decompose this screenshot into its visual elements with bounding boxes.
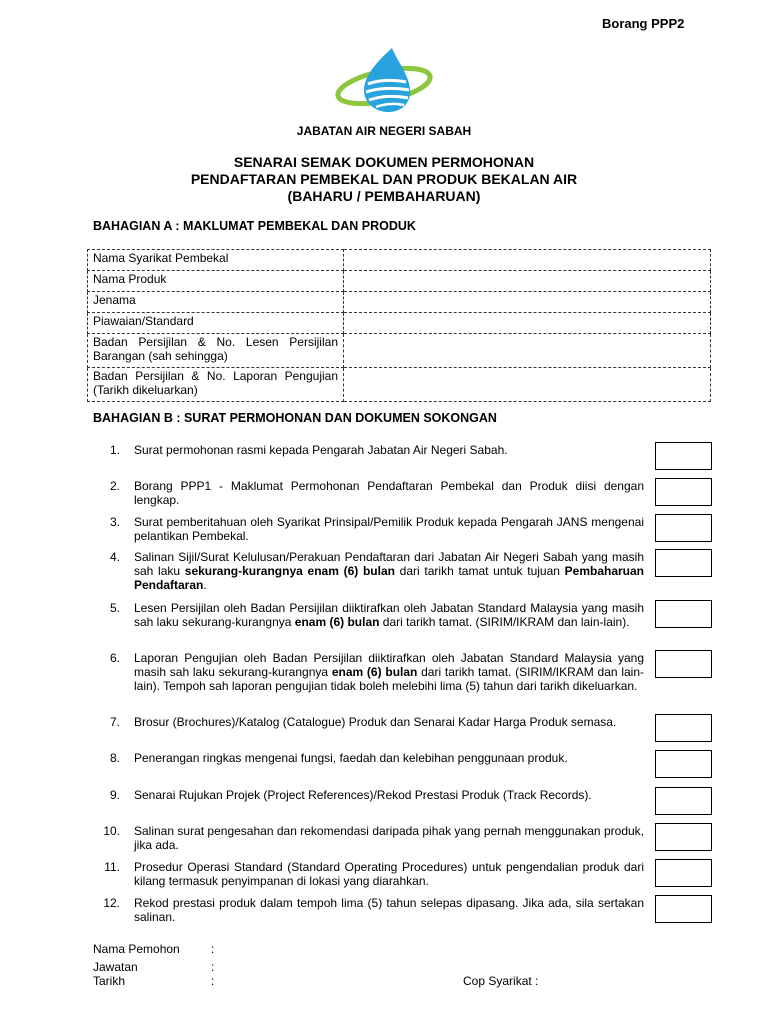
checklist-checkbox[interactable]: [655, 859, 712, 887]
checklist-checkbox[interactable]: [655, 895, 712, 923]
checklist-checkbox[interactable]: [655, 600, 712, 628]
item-text-part: Prosedur Operasi Standard (Standard Operating Procedures) untuk pengendalian produk dari kilang termasuk penyimpanan di lokasi yang diarahkan.: [134, 860, 644, 888]
item-text-part: Lesen Persijilan oleh Badan Persijilan diiktirafkan oleh Jabatan Standard Malaysia yang masih sah laku sekurang-kurangnya: [134, 601, 644, 629]
item-text: [134, 550, 644, 592]
table-row: [88, 271, 711, 292]
item-number: 6.: [109, 651, 120, 665]
field-label: Badan Persijilan & No. Lesen Persijilan Barangan (sah sehingga): [88, 334, 344, 368]
item-text: [134, 515, 644, 543]
table-row: [88, 368, 711, 402]
item-text: [134, 651, 644, 693]
item-text-part: dari tarikh tamat untuk tujuan: [394, 564, 565, 578]
checklist-checkbox[interactable]: [655, 442, 712, 470]
item-number: 9.: [109, 788, 120, 802]
checklist-checkbox[interactable]: [655, 823, 712, 851]
field-label: Nama Syarikat Pembekal: [88, 250, 344, 271]
item-number: 12.: [103, 896, 120, 910]
item-text-part: Rekod prestasi produk dalam tempoh lima (5) tahun selepas dipasang. Jika ada, sila sertakan salinan.: [134, 896, 644, 924]
item-number: 11.: [104, 860, 120, 874]
item-text: [134, 601, 644, 629]
supplier-info-table: [87, 249, 711, 402]
form-code: Borang PPP2: [602, 16, 685, 31]
company-stamp-label: Cop Syarikat :: [463, 974, 539, 988]
item-text-part: Surat permohonan rasmi kepada Pengarah Jabatan Air Negeri Sabah.: [134, 443, 508, 457]
item-text: [134, 479, 644, 507]
table-row: [88, 334, 711, 368]
item-text-part: Salinan Sijil/Surat Kelulusan/Perakuan Pendaftaran dari Jabatan Air Negeri Sabah yang masih sah laku: [134, 550, 644, 578]
title-line-3: (BAHARU / PEMBAHARUAN): [287, 188, 481, 204]
item-number: 5.: [109, 601, 120, 615]
item-text-part: Surat pemberitahuan oleh Syarikat Prinsipal/Pemilik Produk kepada Pengarah JANS mengenai pelantikan Pembekal.: [134, 515, 644, 543]
item-number: 10.: [103, 824, 120, 838]
field-value[interactable]: [344, 292, 711, 313]
item-number: 1.: [109, 443, 120, 457]
checklist-checkbox[interactable]: [655, 750, 712, 778]
colon: :: [211, 974, 215, 988]
checklist-checkbox[interactable]: [655, 478, 712, 506]
checklist-checkbox[interactable]: [655, 714, 712, 742]
item-text-part: dari tarikh tamat. (SIRIM/IKRAM dan lain-lain). Tempoh sah laporan pengujian tidak boleh melebihi lima (5) tahun dari tarikh dikeluarkan.: [134, 665, 645, 693]
table-row: [88, 250, 711, 271]
department-name: JABATAN AIR NEGERI SABAH: [296, 124, 472, 138]
colon: :: [211, 960, 215, 974]
item-number: 2.: [109, 479, 120, 493]
item-text: [134, 824, 644, 852]
table-row: [88, 313, 711, 334]
item-text-emphasis: enam (6) bulan: [331, 665, 418, 679]
item-text-part: Salinan surat pengesahan dan rekomendasi daripada pihak yang pernah menggunakan produk, jika ada.: [134, 824, 644, 852]
field-value[interactable]: [344, 313, 711, 334]
item-number: 8.: [109, 751, 120, 765]
checklist-checkbox[interactable]: [655, 514, 712, 542]
item-text: [134, 788, 644, 802]
field-value[interactable]: [344, 368, 711, 402]
item-text-part: Senarai Rujukan Projek (Project References)/Rekod Prestasi Produk (Track Records).: [134, 788, 592, 802]
field-label: Piawaian/Standard: [88, 313, 344, 334]
colon: :: [211, 942, 215, 956]
item-text: [134, 896, 644, 924]
checklist-checkbox[interactable]: [655, 549, 712, 577]
checklist-checkbox[interactable]: [655, 787, 712, 815]
item-text: [134, 751, 644, 765]
table-row: [88, 292, 711, 313]
position-label: Jawatan: [93, 960, 138, 974]
item-text: [134, 715, 644, 729]
field-label: Nama Produk: [88, 271, 344, 292]
item-text-part: Penerangan ringkas mengenai fungsi, faedah dan kelebihan penggunaan produk.: [134, 751, 568, 765]
section-b-heading: BAHAGIAN B : SURAT PERMOHONAN DAN DOKUMEN SOKONGAN: [93, 411, 497, 425]
applicant-name-label: Nama Pemohon: [93, 942, 180, 956]
checklist-checkbox[interactable]: [655, 650, 712, 678]
title-line-1: SENARAI SEMAK DOKUMEN PERMOHONAN: [233, 154, 535, 170]
field-label: Badan Persijilan & No. Laporan Pengujian (Tarikh dikeluarkan): [88, 368, 344, 402]
field-label: Jenama: [88, 292, 344, 313]
item-text-part: dari tarikh tamat. (SIRIM/IKRAM dan lain-lain).: [379, 615, 630, 629]
item-text-part: Brosur (Brochures)/Katalog (Catalogue) Produk dan Senarai Kadar Harga Produk semasa.: [134, 715, 617, 729]
section-a-heading: BAHAGIAN A : MAKLUMAT PEMBEKAL DAN PRODUK: [93, 219, 416, 233]
item-number: 3.: [109, 515, 120, 529]
field-value[interactable]: [344, 271, 711, 292]
item-text-part: .: [203, 578, 207, 592]
item-text-part: Laporan Pengujian oleh Badan Persijilan diiktirafkan oleh Jabatan Standard Malaysia yang masih sah laku sekurang-kurangnya: [134, 651, 644, 679]
item-text: [134, 860, 644, 888]
date-label: Tarikh: [93, 974, 126, 988]
item-text: [134, 443, 644, 457]
item-text-emphasis: Pembaharuan Pendaftaran: [134, 564, 644, 592]
item-number: 7.: [109, 715, 120, 729]
item-text-emphasis: enam (6) bulan: [294, 615, 380, 629]
item-text-emphasis: sekurang-kurangnya enam (6) bulan: [184, 564, 395, 578]
item-text-part: Borang PPP1 - Maklumat Permohonan Pendaftaran Pembekal dan Produk diisi dengan lengkap.: [134, 479, 644, 507]
field-value[interactable]: [344, 334, 711, 368]
field-value[interactable]: [344, 250, 711, 271]
water-drop-logo: [334, 44, 434, 116]
item-number: 4.: [109, 550, 120, 564]
title-line-2: PENDAFTARAN PEMBEKAL DAN PRODUK BEKALAN AIR: [190, 171, 578, 187]
